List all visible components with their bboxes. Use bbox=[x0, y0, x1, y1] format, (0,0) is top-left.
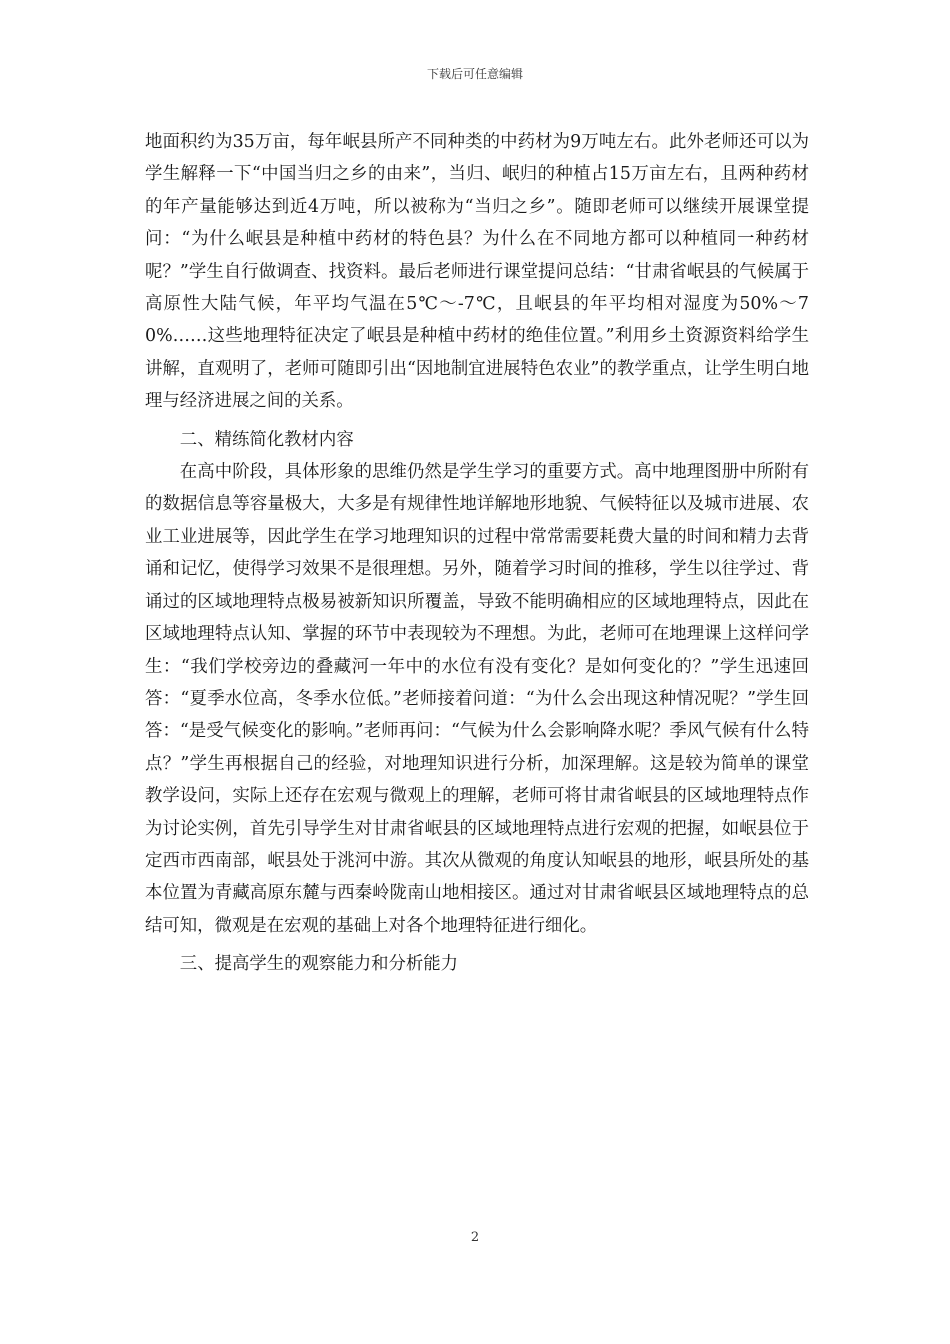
body-paragraph-continuation: 地面积约为35万亩，每年岷县所产不同种类的中药材为9万吨左右。此外老师还可以为学生解释一下“中国当归之乡的由来”，当归、岷归的种植占15万亩左右，且两种药材的年产量能够达到近4万吨，所以被称为“当归之乡”。随即老师可以继续开展课堂提问：“为什么岷县是种植中药材的特色县？为什么在不同地方都可以种植同一种药材呢？”学生自行做调查、找资料。最后老师进行课堂提问总结：“甘肃省岷县的气候属于高原性大陆气候，年平均气温在5℃～-7℃，且岷县的年平均相对湿度为50%～70%……这些地理特征决定了岷县是种植中药材的绝佳位置。”利用乡土资源资料给学生讲解，直观明了，老师可随即引出“因地制宜进展特色农业”的教学重点，让学生明白地理与经济进展之间的关系。 bbox=[145, 132, 809, 412]
page-number: 2 bbox=[470, 1230, 480, 1245]
page-header: 下载后可任意编辑 bbox=[426, 67, 523, 81]
section-heading-3: 三、提高学生的观察能力和分析能力 bbox=[179, 954, 459, 975]
section-heading-2: 二、精练简化教材内容 bbox=[179, 429, 354, 450]
document-body bbox=[145, 126, 809, 981]
body-paragraph-section-2: 在高中阶段，具体形象的思维仍然是学生学习的重要方式。高中地理图册中所附有的数据信息等容量极大，大多是有规律性地详解地形地貌、气候特征以及城市进展、农业工业进展等，因此学生在学习地理知识的过程中常常需要耗费大量的时间和精力去背诵和记忆，使得学习效果不是很理想。另外，随着学习时间的推移，学生以往学过、背诵过的区域地理特点极易被新知识所覆盖，导致不能明确相应的区域地理特点，因此在区域地理特点认知、掌握的环节中表现较为不理想。为此，老师可在地理课上这样问学生：“我们学校旁边的叠藏河一年中的水位有没有变化？是如何变化的？”学生迅速回答：“夏季水位高，冬季水位低。”老师接着问道：“为什么会出现这种情况呢？”学生回答：“是受气候变化的影响。”老师再问：“气候为什么会影响降水呢？季风气候有什么特点？”学生再根据自己的经验，对地理知识进行分析，加深理解。这是较为简单的课堂教学设问，实际上还存在宏观与微观上的理解，老师可将甘肃省岷县的区域地理特点作为讨论实例，首先引导学生对甘肃省岷县的区域地理特点进行宏观的把握，如岷县位于定西市西南部，岷县处于洮河中游。其次从微观的角度认知岷县的地形，岷县所处的基本位置为青藏高原东麓与西秦岭陇南山地相接区。通过对甘肃省岷县区域地理特点的总结可知，微观是在宏观的基础上对各个地理特征进行细化。 bbox=[145, 462, 809, 936]
